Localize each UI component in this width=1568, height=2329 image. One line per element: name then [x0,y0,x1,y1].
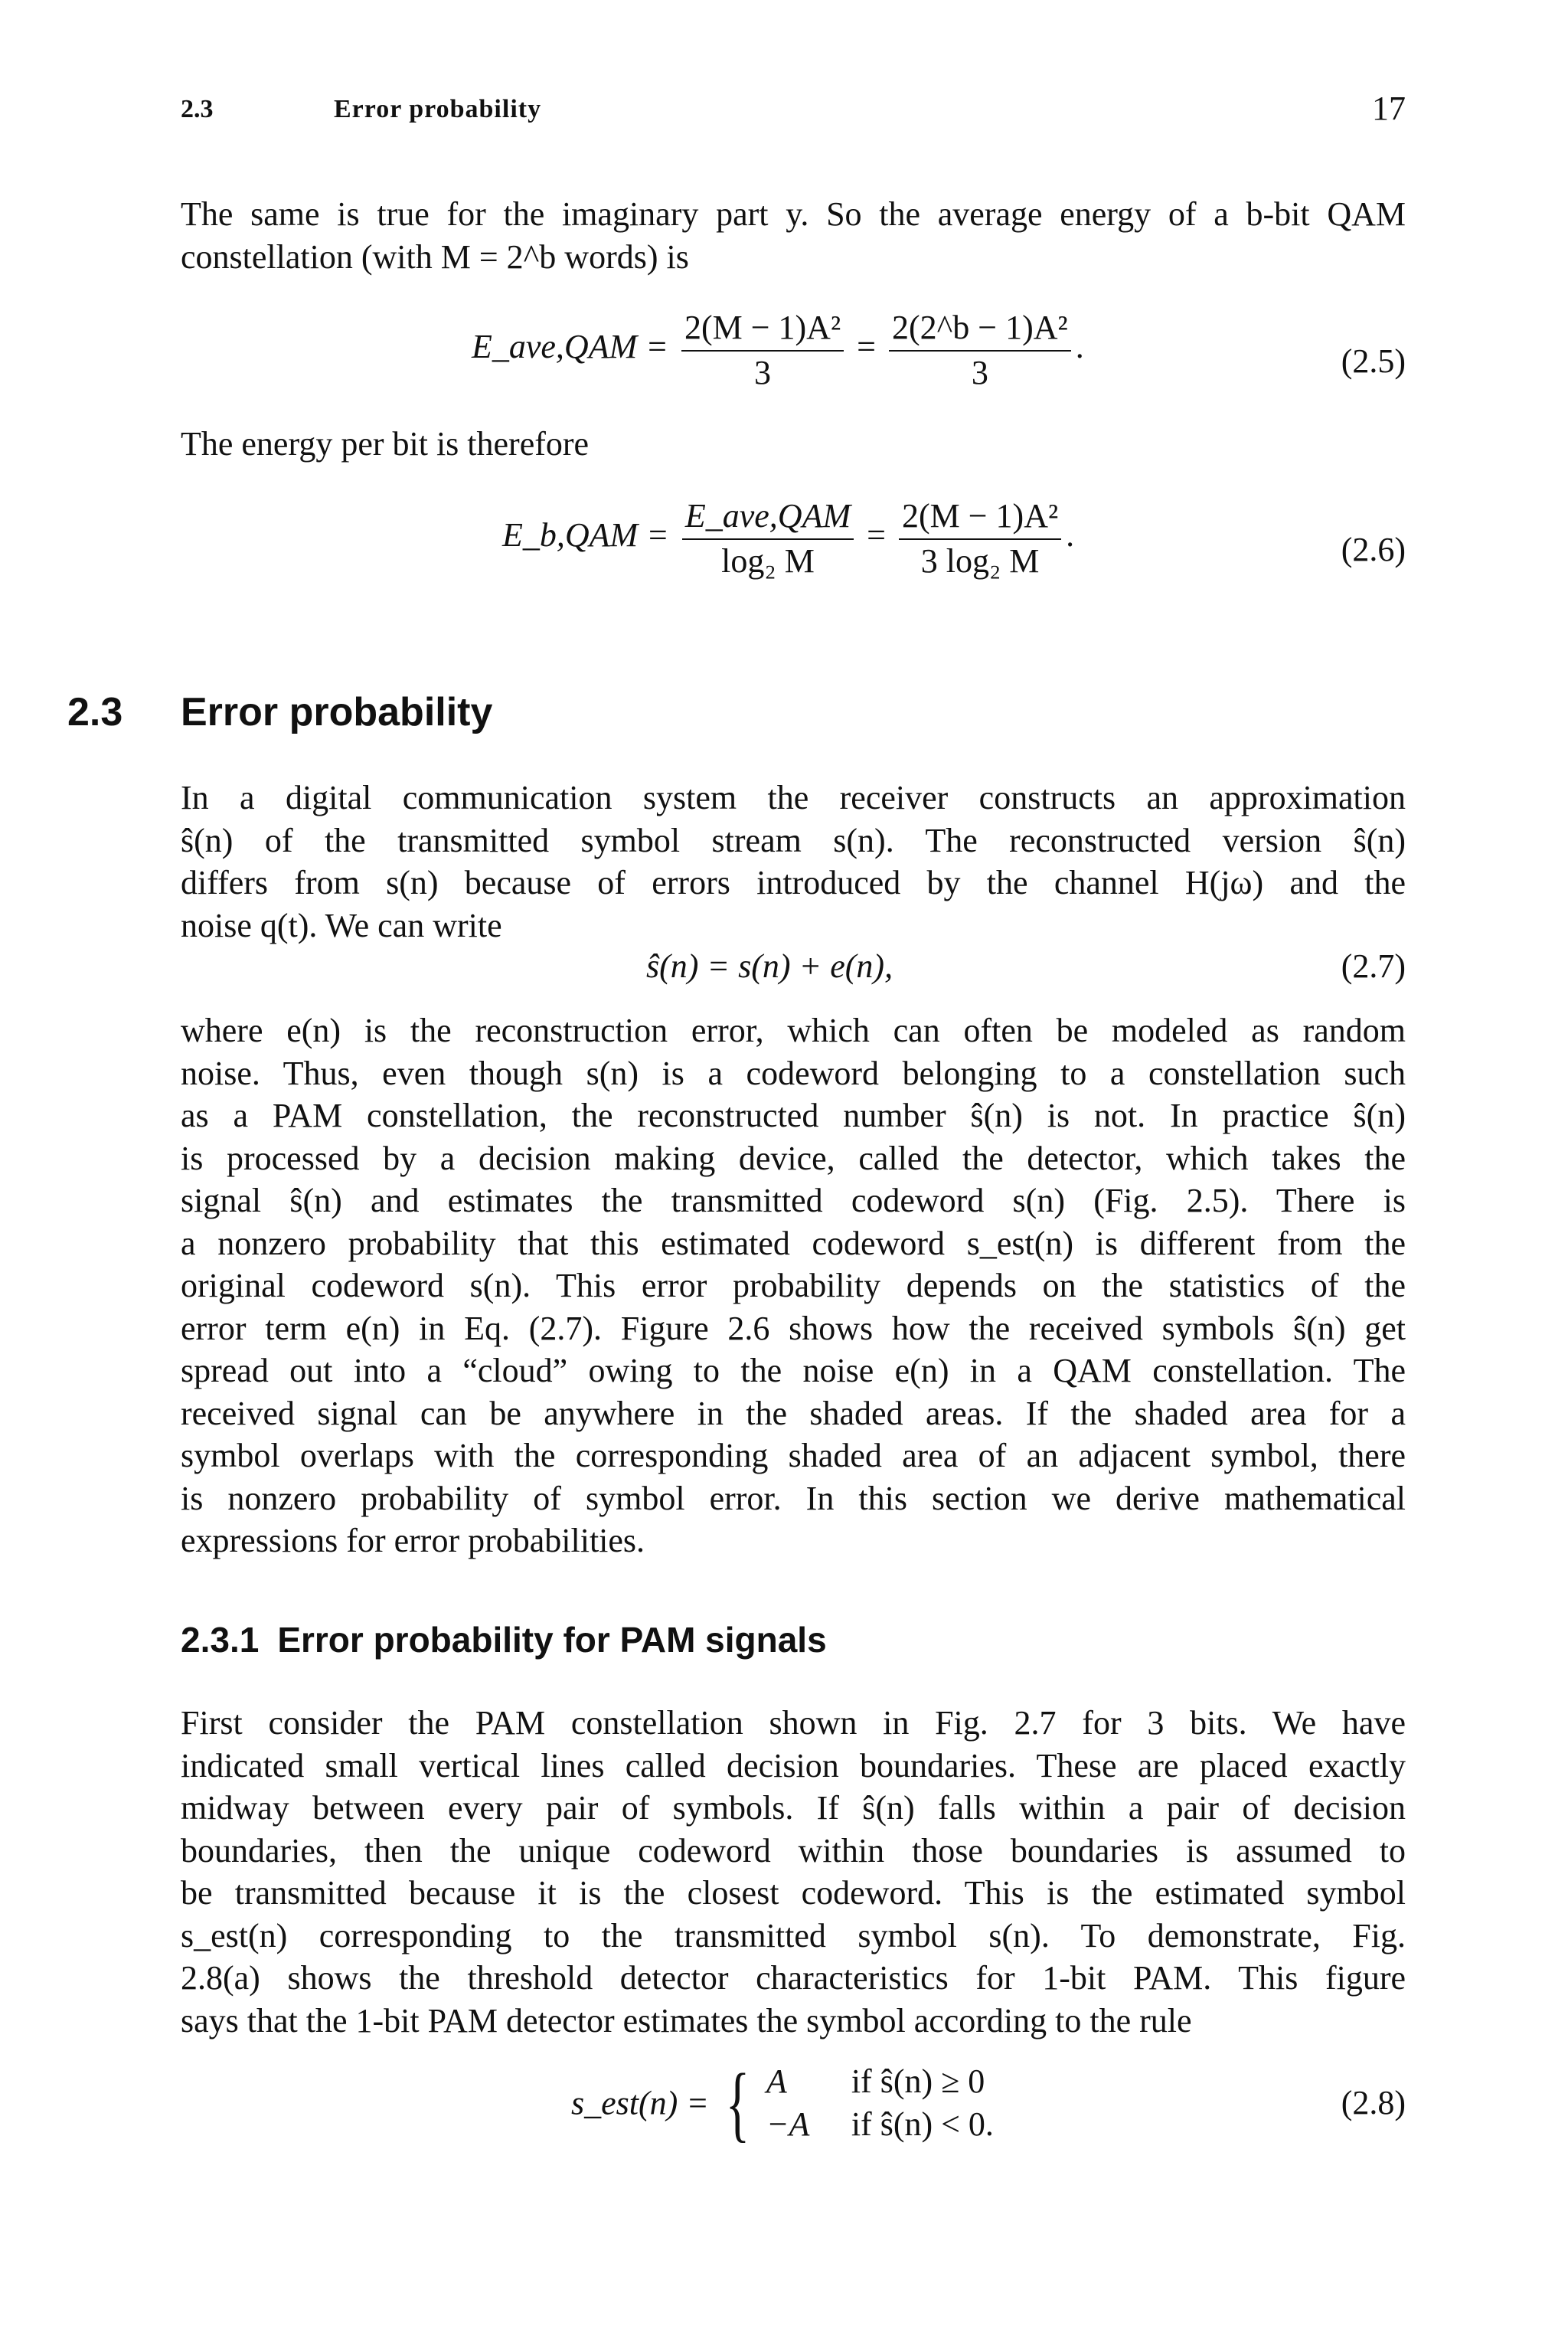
equals-sign: = [857,328,876,366]
equation-body: ŝ(n) = s(n) + e(n), [646,947,893,985]
text-line: ŝ(n) of the transmitted symbol stream s(n). The reconstructed version ŝ(n) [181,821,1406,859]
equation-number: (2.5) [1341,342,1406,380]
text-line: First consider the PAM constellation shown in Fig. 2.7 for 3 bits. We have [181,1704,1406,1742]
text-line: says that the 1-bit PAM detector estimates the symbol according to the rule [181,2001,1192,2040]
fraction-denominator: 3 [754,354,772,391]
eq-lhs: s_est(n) = [571,2084,709,2122]
eq-lhs: E_ave,QAM = [472,328,668,366]
equation-number: (2.6) [1341,531,1406,568]
text-line: noise q(t). We can write [181,906,502,944]
fraction-denominator: 3 log₂ M [920,542,1040,580]
section-paragraph-1 [181,777,1406,947]
fraction [681,308,844,392]
subsection-number: 2.3.1 [181,1620,260,1660]
text-line: The energy per bit is therefore [181,425,590,463]
equation-number: (2.8) [1341,2084,1406,2121]
cases-block [766,2060,994,2146]
text-line: spread out into a “cloud” owing to the noise e(n) in a QAM constellation. The [181,1352,1406,1389]
text-line: as a PAM constellation, the reconstructed number ŝ(n) is not. In practice ŝ(n) [181,1097,1406,1134]
text-line: error term e(n) in Eq. (2.7). Figure 2.6 shows how the received symbols ŝ(n) get [181,1309,1406,1347]
text-line: noise. Thus, even though s(n) is a codeword belonging to a constellation such [181,1054,1406,1092]
section-number: 2.3 [67,690,123,734]
section-heading [67,689,493,735]
case-condition: if ŝ(n) < 0. [851,2105,994,2143]
section-title: Error probability [181,690,493,734]
text-line: where e(n) is the reconstruction error, which can often be modeled as random [181,1012,1406,1049]
case-row [766,2103,994,2146]
page-number: 17 [1372,90,1406,127]
fraction-numerator: 2(M − 1)A² [681,308,844,352]
text-line: is processed by a decision making device, called the detector, which takes the [181,1139,1406,1177]
running-head-title: Error probability [334,95,542,123]
text-line: constellation (with M = 2^b words) is [181,237,689,276]
case-value: A [766,2062,787,2100]
fraction-denominator: 3 [971,354,988,391]
fraction-numerator: 2(2^b − 1)A² [889,308,1071,352]
subsection-paragraph [181,1702,1406,2042]
intro-paragraph [181,193,1406,278]
text-line: original codeword s(n). This error probability depends on the statistics of the [181,1267,1406,1304]
running-head-section-number: 2.3 [181,95,214,123]
left-brace: { [725,2056,750,2150]
text-line: be transmitted because it is the closest codeword. This is the estimated symbol [181,1874,1406,1912]
case-condition: if ŝ(n) ≥ 0 [851,2062,985,2100]
text-line: is nonzero probability of symbol error. In this section we derive mathematical [181,1479,1406,1517]
text-line: indicated small vertical lines called decision boundaries. These are placed exactly [181,1746,1406,1784]
text-line: In a digital communication system the receiver constructs an approximation [181,779,1406,816]
equals-sign: = [867,516,886,554]
text-line: differs from s(n) because of errors introduced by the channel H(jω) and the [181,864,1406,901]
energy-per-bit-text [181,423,1406,466]
text-line: 2.8(a) shows the threshold detector characteristics for 1-bit PAM. This figure [181,1959,1406,1997]
text-line: midway between every pair of symbols. If ŝ(n) falls within a pair of decision [181,1789,1406,1827]
text-line: a nonzero probability that this estimated codeword s_est(n) is different from the [181,1224,1406,1262]
fraction-numerator: 2(M − 1)A² [899,496,1061,540]
fraction-denominator: log₂ M [721,542,815,580]
fraction-numerator: E_ave,QAM [682,496,854,540]
subsection-title: Error probability for PAM signals [277,1620,827,1660]
case-row [766,2060,994,2103]
eq-lhs: E_b,QAM = [502,516,669,554]
case-value: −A [766,2105,810,2143]
text-line: expressions for error probabilities. [181,1522,645,1559]
text-line: signal ŝ(n) and estimates the transmitted codeword s(n) (Fig. 2.5). There is [181,1182,1406,1219]
fraction [899,496,1061,581]
text-line: The same is true for the imaginary part y. So the average energy of a b-bit QAM [181,195,1406,233]
text-line: boundaries, then the unique codeword within those boundaries is assumed to [181,1831,1406,1869]
section-paragraph-2 [181,1009,1406,1562]
fraction [889,308,1071,392]
text-line: received signal can be anywhere in the shaded areas. If the shaded area for a [181,1394,1406,1432]
text-line: s_est(n) corresponding to the transmitted symbol s(n). To demonstrate, Fig. [181,1916,1406,1954]
equation-number: (2.7) [1341,947,1406,985]
text-line: symbol overlaps with the corresponding shaded area of an adjacent symbol, there [181,1437,1406,1474]
subsection-heading [181,1619,827,1660]
fraction [682,496,854,581]
